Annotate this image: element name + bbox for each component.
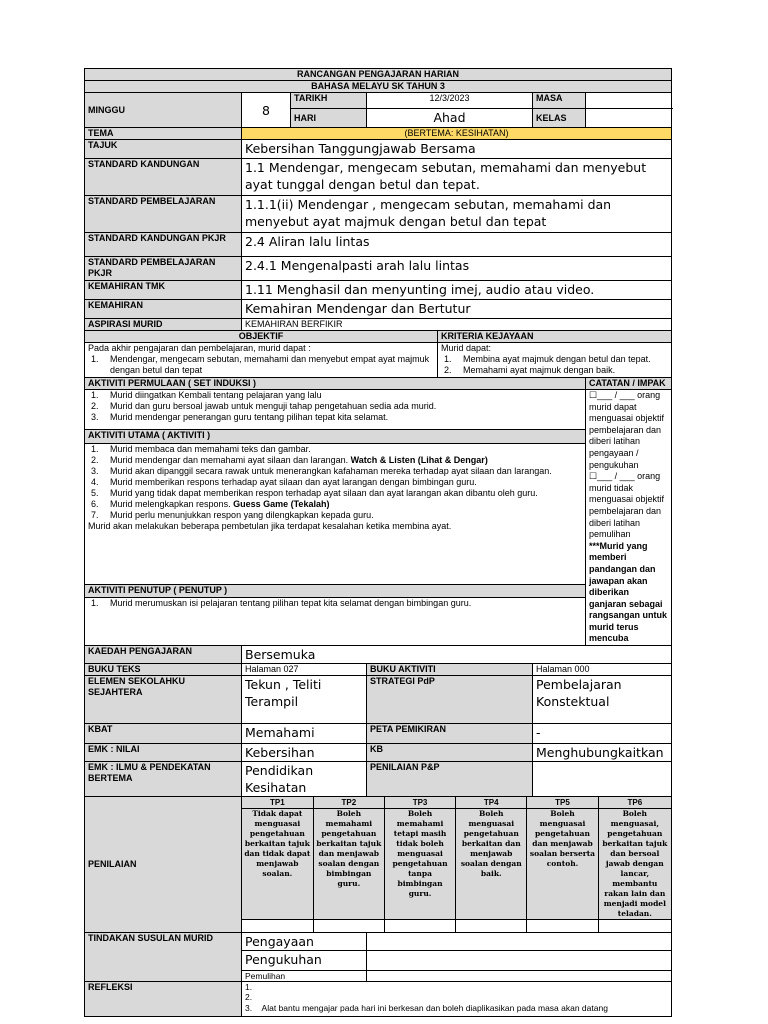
catatan-label: CATATAN / IMPAK xyxy=(586,378,672,390)
kaedah-label: KAEDAH PENGAJARAN xyxy=(85,646,242,664)
tp-mark-cell[interactable] xyxy=(527,920,598,932)
sk-label: STANDARD KANDUNGAN xyxy=(85,159,242,196)
kb-value[interactable]: Menghubungkaitkan xyxy=(533,744,672,762)
pp-label: PENILAIAN P&P xyxy=(367,762,533,797)
tp-header: TP1 xyxy=(242,797,313,809)
tp-table xyxy=(242,797,671,932)
tajuk-value[interactable]: Kebersihan Tanggungjawab Bersama xyxy=(242,140,672,159)
skp-label: STANDARD KANDUNGAN PKJR xyxy=(85,233,242,257)
utama-item: 7. Murid perlu menunjukkan respon yang dilengkapkan kepada guru. xyxy=(91,509,374,520)
permulaan-item: 1. Murid diingatkan Kembali tentang pelajaran yang lalu xyxy=(91,390,322,400)
doc-subtitle: BAHASA MELAYU SK TAHUN 3 xyxy=(85,81,672,93)
penutup-item: 1. Murid merumuskan isi pelajaran tentang pilihan tepat kita selamat dengan bimbingan guru. xyxy=(91,597,472,608)
minggu-value[interactable]: 8 xyxy=(242,93,291,128)
tp-description: Boleh memahami pengetahuan berkaitan tajuk dan menjawab soalan dengan bimbingan guru. xyxy=(313,809,384,920)
tp-description: Boleh menguasai pengetahuan dan menjawab soalan berserta contoh. xyxy=(527,809,598,920)
utama-item: 5. Murid yang tidak dapat memberikan respon terhadap ayat silaan dan ayat larangan akan dibantu oleh guru. xyxy=(91,487,538,498)
tp-description: Tidak dapat menguasai pengetahuan berkaitan tajuk dan tidak dapat menjawab soalan. xyxy=(242,809,313,920)
lesson-plan-table xyxy=(84,68,672,1017)
spp-value[interactable]: 2.4.1 Mengenalpasti arah lalu lintas xyxy=(242,257,672,281)
tp-mark-cell[interactable] xyxy=(456,920,527,932)
doc-title: RANCANGAN PENGAJARAN HARIAN xyxy=(85,69,672,81)
elemen-value[interactable]: Tekun , Teliti Terampil xyxy=(242,676,367,724)
kriteria-label: KRITERIA KEJAYAAN xyxy=(438,331,672,343)
strategi-label: STRATEGI PdP xyxy=(367,676,533,724)
objektif-label: OBJEKTIF xyxy=(85,331,438,343)
skp-value[interactable]: 2.4 Aliran lalu lintas xyxy=(242,233,672,257)
ilmu-value[interactable]: Pendidikan Kesihatan xyxy=(242,762,367,797)
utama-item: 1. Murid membaca dan memahami teks dan gambar. xyxy=(91,443,311,454)
elemen-label: ELEMEN SEKOLAHKU SEJAHTERA xyxy=(85,676,242,724)
nilai-value[interactable]: Kebersihan xyxy=(242,744,367,762)
tp-mark-cell[interactable] xyxy=(313,920,384,932)
utama-content[interactable] xyxy=(85,443,586,584)
aspirasi-label: ASPIRASI MURID xyxy=(85,319,242,331)
kemahiran-label: KEMAHIRAN xyxy=(85,300,242,319)
peta-label: PETA PEMIKIRAN xyxy=(367,724,533,744)
kbat-label: KBAT xyxy=(85,724,242,744)
objektif-intro: Pada akhir pengajaran dan pembelajaran, murid dapat : xyxy=(88,343,311,353)
permulaan-item: 2. Murid dan guru bersoal jawab untuk menguji tahap pengetahuan sedia ada murid. xyxy=(91,401,437,411)
kriteria-item: 1. Membina ayat majmuk dengan betul dan tepat. xyxy=(444,354,651,364)
catatan-line-3: ***Murid yang memberi pandangan dan jawapan akan diberikan ganjaran sebagai rangsangan untuk murid terus mencuba xyxy=(589,540,668,644)
objektif-content[interactable] xyxy=(85,343,438,378)
catatan-content[interactable] xyxy=(586,390,672,646)
permulaan-content[interactable] xyxy=(85,390,586,430)
tindakan-pemulihan-notes[interactable] xyxy=(367,970,672,981)
refleksi-item: 3. Alat bantu mengajar pada hari ini berkesan dan boleh diaplikasikan pada masa akan datang xyxy=(245,1002,608,1013)
ilmu-label: EMK : ILMU & PENDEKATAN BERTEMA xyxy=(85,762,242,797)
penilaian-grid xyxy=(242,797,672,933)
kaedah-value[interactable]: Bersemuka xyxy=(242,646,672,664)
kriteria-item: 2. Memahami ayat majmuk dengan baik. xyxy=(444,365,616,375)
utama-item: 2. Murid mendengar dan memahami ayat silaan dan larangan. Watch & Listen (Lihat & Dengar) xyxy=(91,454,488,465)
minggu-label: MINGGU xyxy=(85,93,242,128)
tindakan-pengukuhan[interactable]: Pengukuhan xyxy=(242,950,367,970)
utama-item: 6. Murid melengkapkan respons. Guess Game (Tekalah) xyxy=(91,498,330,509)
refleksi-content[interactable] xyxy=(242,981,672,1016)
permulaan-label: AKTIVITI PERMULAAN ( SET INDUKSI ) xyxy=(85,378,586,390)
tajuk-label: TAJUK xyxy=(85,140,242,159)
spp-label: STANDARD PEMBELAJARAN PKJR xyxy=(85,257,242,281)
penutup-content[interactable] xyxy=(85,597,586,645)
sp-label: STANDARD PEMBELAJARAN xyxy=(85,196,242,233)
sk-value[interactable]: 1.1 Mendengar, mengecam sebutan, memahami dan menyebut ayat tunggal dengan betul dan tepat. xyxy=(242,159,672,196)
tmk-label: KEMAHIRAN TMK xyxy=(85,281,242,300)
kb-label: KB xyxy=(367,744,533,762)
objektif-item: 1. Mendengar, mengecam sebutan, memahami dan menyebut empat ayat majmuk dengan betul dan tepat xyxy=(91,354,430,375)
refleksi-label: REFLEKSI xyxy=(85,981,242,1016)
hari-label: HARI xyxy=(291,109,367,128)
tindakan-pengayaan-notes[interactable] xyxy=(367,932,672,950)
nilai-label: EMK : NILAI xyxy=(85,744,242,762)
hari-value[interactable]: Ahad xyxy=(367,109,533,128)
tp-header: TP4 xyxy=(456,797,527,809)
tmk-value[interactable]: 1.11 Menghasil dan menyunting imej, audio atau video. xyxy=(242,281,672,300)
kemahiran-value[interactable]: Kemahiran Mendengar dan Bertutur xyxy=(242,300,672,319)
utama-note: Murid akan melakukan beberapa pembetulan jika terdapat kesalahan ketika membina ayat. xyxy=(88,520,452,531)
catatan-line-2: ☐___ / ___ orang murid tidak menguasai objektif pembelajaran dan diberi latihan pemulihan xyxy=(589,471,665,540)
refleksi-item: 1. xyxy=(245,981,253,992)
tp-description: Boleh menguasai, pengetahuan berkaitan tajuk dan bersoal jawab dengan lancar, membantu rakan lain dan menjadi model teladan. xyxy=(598,809,671,920)
masa-label: MASA xyxy=(533,93,586,109)
penutup-label: AKTIVITI PENUTUP ( PENUTUP ) xyxy=(85,584,586,597)
utama-item: 3. Murid akan dipanggil secara rawak untuk menerangkan kafahaman mereka terhadap ayat silaan dan larangan. xyxy=(91,465,552,476)
tindakan-pengukuhan-notes[interactable] xyxy=(367,950,672,970)
kriteria-content[interactable] xyxy=(438,343,672,378)
kelas-label: KELAS xyxy=(533,109,586,128)
tp-mark-cell[interactable] xyxy=(598,920,671,932)
tindakan-label: TINDAKAN SUSULAN MURID xyxy=(85,932,242,981)
utama-label: AKTIVITI UTAMA ( AKTIVITI ) xyxy=(85,430,586,443)
kelas-value[interactable] xyxy=(586,109,672,128)
tp-header: TP6 xyxy=(598,797,671,809)
bukuakt-label: BUKU AKTIVITI xyxy=(367,664,533,676)
tp-header: TP3 xyxy=(384,797,455,809)
peta-value[interactable]: - xyxy=(533,724,672,744)
kriteria-intro: Murid dapat: xyxy=(441,343,492,353)
sp-value[interactable]: 1.1.1(ii) Mendengar , mengecam sebutan, memahami dan menyebut ayat majmuk dengan betul dan tepat xyxy=(242,196,672,233)
catatan-line-1: ☐___ / ___ orang murid dapat menguasai objektif pembelajaran dan diberi latihan pengayaan / pengukuhan xyxy=(589,390,665,470)
bukuakt-value[interactable]: Halaman 000 xyxy=(533,664,672,676)
bukuteks-label: BUKU TEKS xyxy=(85,664,242,676)
penilaian-label: PENILAIAN xyxy=(85,797,242,933)
tp-mark-cell[interactable] xyxy=(242,920,313,932)
tp-description: Boleh menguasai pengetahuan berkaitan dan menjawab soalan dengan baik. xyxy=(456,809,527,920)
tp-header: TP5 xyxy=(527,797,598,809)
tindakan-pengayaan[interactable]: Pengayaan xyxy=(242,932,367,950)
strategi-value[interactable]: Pembelajaran Konstektual xyxy=(533,676,672,724)
tp-header: TP2 xyxy=(313,797,384,809)
tp-description: Boleh memahami tetapi masih tidak boleh menguasai pengetahuan tanpa bimbingan guru. xyxy=(384,809,455,920)
refleksi-item: 2. xyxy=(245,992,253,1003)
tp-mark-cell[interactable] xyxy=(384,920,455,932)
tarikh-label: TARIKH xyxy=(291,93,367,109)
aspirasi-value[interactable]: KEMAHIRAN BERFIKIR xyxy=(242,319,672,331)
pp-value[interactable] xyxy=(533,762,672,797)
bukuteks-value[interactable]: Halaman 027 xyxy=(242,664,367,676)
tindakan-pemulihan[interactable]: Pemulihan xyxy=(242,970,367,981)
masa-value[interactable] xyxy=(586,93,672,109)
permulaan-item: 3. Murid mendengar penerangan guru tentang pilihan tepat kita selamat. xyxy=(91,412,389,422)
tema-label: TEMA xyxy=(85,128,242,140)
tarikh-value[interactable]: 12/3/2023 xyxy=(367,93,533,109)
utama-item: 4. Murid memberikan respons terhadap ayat silaan dan ayat larangan dengan bimbingan guru. xyxy=(91,476,477,487)
kbat-value[interactable]: Memahami xyxy=(242,724,367,744)
tema-value[interactable]: (BERTEMA: KESIHATAN) xyxy=(242,128,672,140)
lesson-plan-document xyxy=(84,68,671,1017)
